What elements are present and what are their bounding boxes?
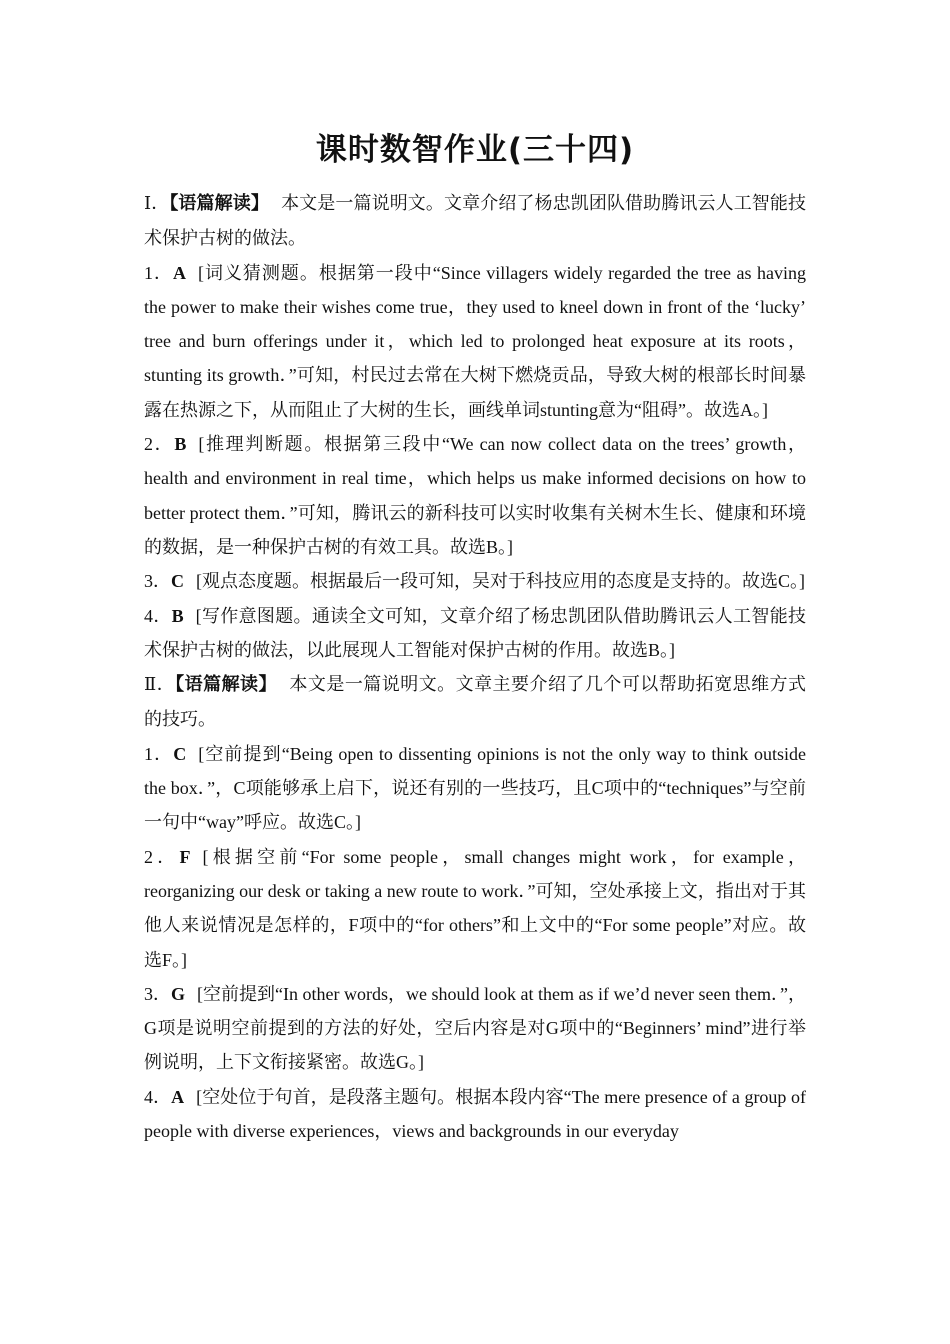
item-number: 3． xyxy=(144,983,172,1004)
page-title: 课时数智作业(三十四) xyxy=(315,132,635,168)
item-answer: B xyxy=(171,605,184,626)
answer-item xyxy=(144,599,806,668)
section-1-intro xyxy=(144,186,806,256)
section-2-intro xyxy=(144,667,806,737)
item-answer: A xyxy=(171,1086,185,1107)
section-2-summary: 本文是一篇说明文。文章主要介绍了几个可以帮助拓宽思维方式的技巧。 xyxy=(144,674,807,730)
answer-item xyxy=(144,840,806,977)
section-1-tag: 【语篇解读】 xyxy=(169,193,269,214)
section-1-roman: Ⅰ． xyxy=(144,193,170,213)
item-explanation: [词义猜测题。根据第一段中“Since villagers widely regarded the tree as having the power to make their wishes come true，they used to kneel down in front of the ‘lucky’ tree and burn offerings under it，which led to prolonged heat exposure at its roots，stunting its growth．”可知，村民过去常在大树下燃烧贡品，导致大树的根部长时间暴露在热源之下，从而阻止了大树的生长，画线单词stunting意为“阻碍”。故选A。] xyxy=(144,262,806,420)
item-explanation: [空前提到“In other words，we should look at them as if we’d never seen them．”，G项是说明空前提到的方法的好处，空后内容是对G项中的“Beginners’ mind”进行举例说明，上下文衔接紧密。故选G。] xyxy=(144,983,806,1073)
item-explanation: [空前提到“Being open to dissenting opinions is not the only way to think outside the box．”，C项能够承上启下，说还有别的一些技巧，且C项中的“techniques”与空前一句中“way”呼应。故选C。] xyxy=(144,743,806,833)
item-explanation: [根据空前“For some people，small changes might work，for example，reorganizing our desk or taking a new route to work．”可知，空处承接上文，指出对于其他人来说情况是怎样的，F项中的“for others”和上文中的“For some people”对应。故选F。] xyxy=(144,846,807,970)
item-answer: F xyxy=(179,846,191,867)
answer-item xyxy=(144,737,806,840)
answer-item xyxy=(144,256,806,427)
item-number: 4． xyxy=(144,1086,172,1107)
item-number: 1． xyxy=(144,743,174,764)
answer-item xyxy=(144,564,806,598)
section-2-tag: 【语篇解读】 xyxy=(175,674,277,696)
item-answer: C xyxy=(173,743,187,764)
item-number: 1． xyxy=(144,262,173,283)
item-answer: G xyxy=(171,983,186,1004)
item-answer: C xyxy=(171,571,184,592)
item-explanation: [观点态度题。根据最后一段可知，吴对于科技应用的态度是支持的。故选C。] xyxy=(196,571,805,592)
item-number: 4． xyxy=(144,605,172,626)
item-explanation: [写作意图题。通读全文可知，文章介绍了杨忠凯团队借助腾讯云人工智能技术保护古树的做法，以此展现人工智能对保护古树的作用。故选B。] xyxy=(144,605,807,660)
item-explanation: [空处位于句首，是段落主题句。根据本段内容“The mere presence of a group of people with diverse experiences，views and backgrounds in our everyday xyxy=(144,1086,807,1142)
item-answer: B xyxy=(174,434,187,455)
item-number: 2． xyxy=(144,434,175,455)
answer-item xyxy=(144,1080,806,1149)
item-number: 3． xyxy=(144,571,171,592)
section-2-roman: Ⅱ． xyxy=(144,674,176,695)
item-answer: A xyxy=(172,262,186,283)
answer-item xyxy=(144,977,806,1080)
section-1-summary: 本文是一篇说明文。文章介绍了杨忠凯团队借助腾讯云人工智能技术保护古树的做法。 xyxy=(144,193,807,249)
answer-item xyxy=(144,427,806,564)
item-explanation: [推理判断题。根据第三段中“We can now collect data on the trees’ growth，health and environment in real time，which helps us make informed decisions on how to better protect them．”可知，腾讯云的新科技可以实时收集有关树木生长、健康和环境的数据，是一种保护古树的有效工具。故选B。] xyxy=(144,434,806,557)
document-page xyxy=(144,122,806,1148)
item-number: 2． xyxy=(144,846,180,867)
